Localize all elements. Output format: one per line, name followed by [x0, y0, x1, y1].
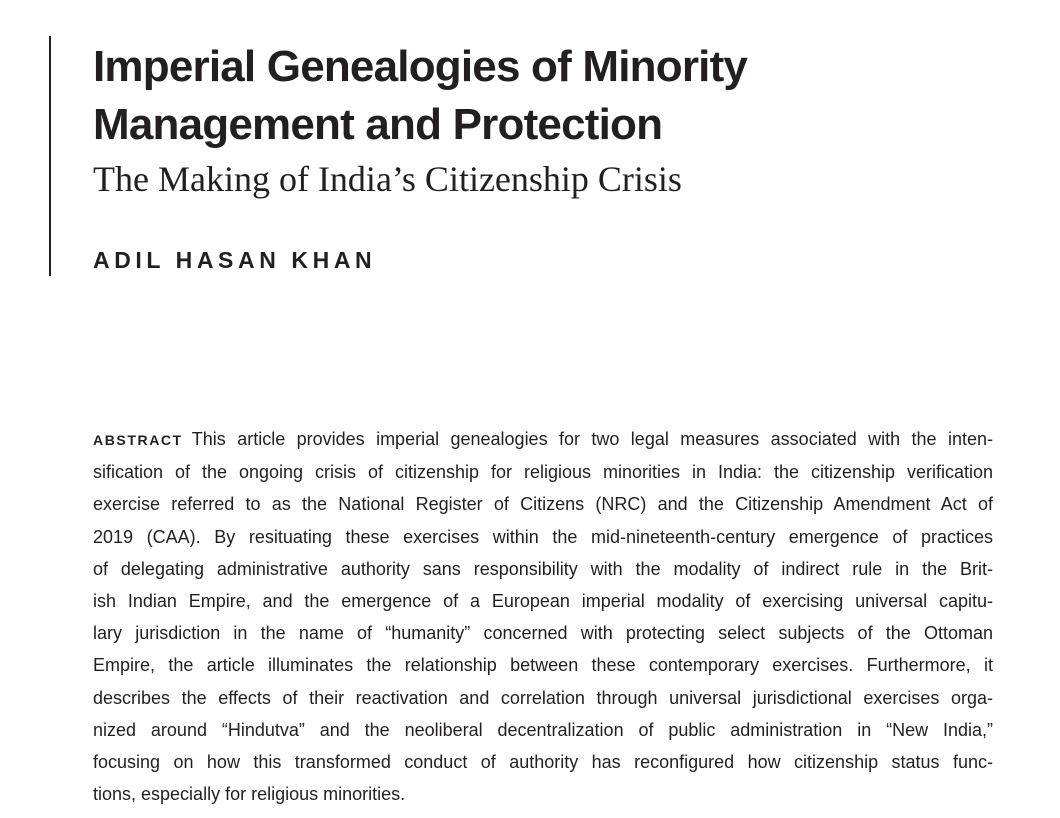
abstract-line-7: lary jurisdiction in the name of “humanity” concerned with protecting select subjects of the Ottoman — [93, 623, 993, 644]
abstract-line-10: nized around “Hindutva” and the neoliberal decentralization of public administration in “New India,” — [93, 719, 993, 740]
abstract-line-2: sification of the ongoing crisis of citizenship for religious minorities in India: the citizenship verification — [93, 462, 993, 483]
abstract-line-1-text: This article provides imperial genealogies for two legal measures associated with the inten- — [191, 429, 993, 449]
article-title-line-1: Imperial Genealogies of Minority — [93, 42, 748, 91]
abstract-line-5: of delegating administrative authority sans responsibility with the modality of indirect rule in the Brit- — [93, 558, 993, 579]
left-margin-rule — [49, 36, 51, 276]
abstract-line-4: 2019 (CAA). By resituating these exercises within the mid-nineteenth-century emergence of practices — [93, 526, 993, 547]
abstract-line-6: ish Indian Empire, and the emergence of a European imperial modality of exercising universal capitu- — [93, 591, 993, 612]
article-title — [93, 38, 1023, 154]
author-name: ADIL HASAN KHAN — [93, 247, 377, 273]
abstract-line-8: Empire, the article illuminates the relationship between these contemporary exercises. Furthermore, it — [93, 655, 993, 676]
abstract-line-1 — [93, 423, 993, 456]
abstract-block — [93, 423, 993, 810]
abstract-line-3: exercise referred to as the National Register of Citizens (NRC) and the Citizenship Amendment Act of — [93, 494, 993, 515]
abstract-label: ABSTRACT — [93, 432, 183, 448]
abstract-line-12: tions, especially for religious minorities. — [93, 784, 406, 805]
abstract-line-11: focusing on how this transformed conduct of authority has reconfigured how citizenship status func- — [93, 752, 993, 773]
abstract-line-9: describes the effects of their reactivation and correlation through universal jurisdictional exercises orga- — [93, 687, 993, 708]
article-title-line-2: Management and Protection — [93, 100, 663, 149]
article-subtitle: The Making of India’s Citizenship Crisis — [93, 159, 682, 199]
